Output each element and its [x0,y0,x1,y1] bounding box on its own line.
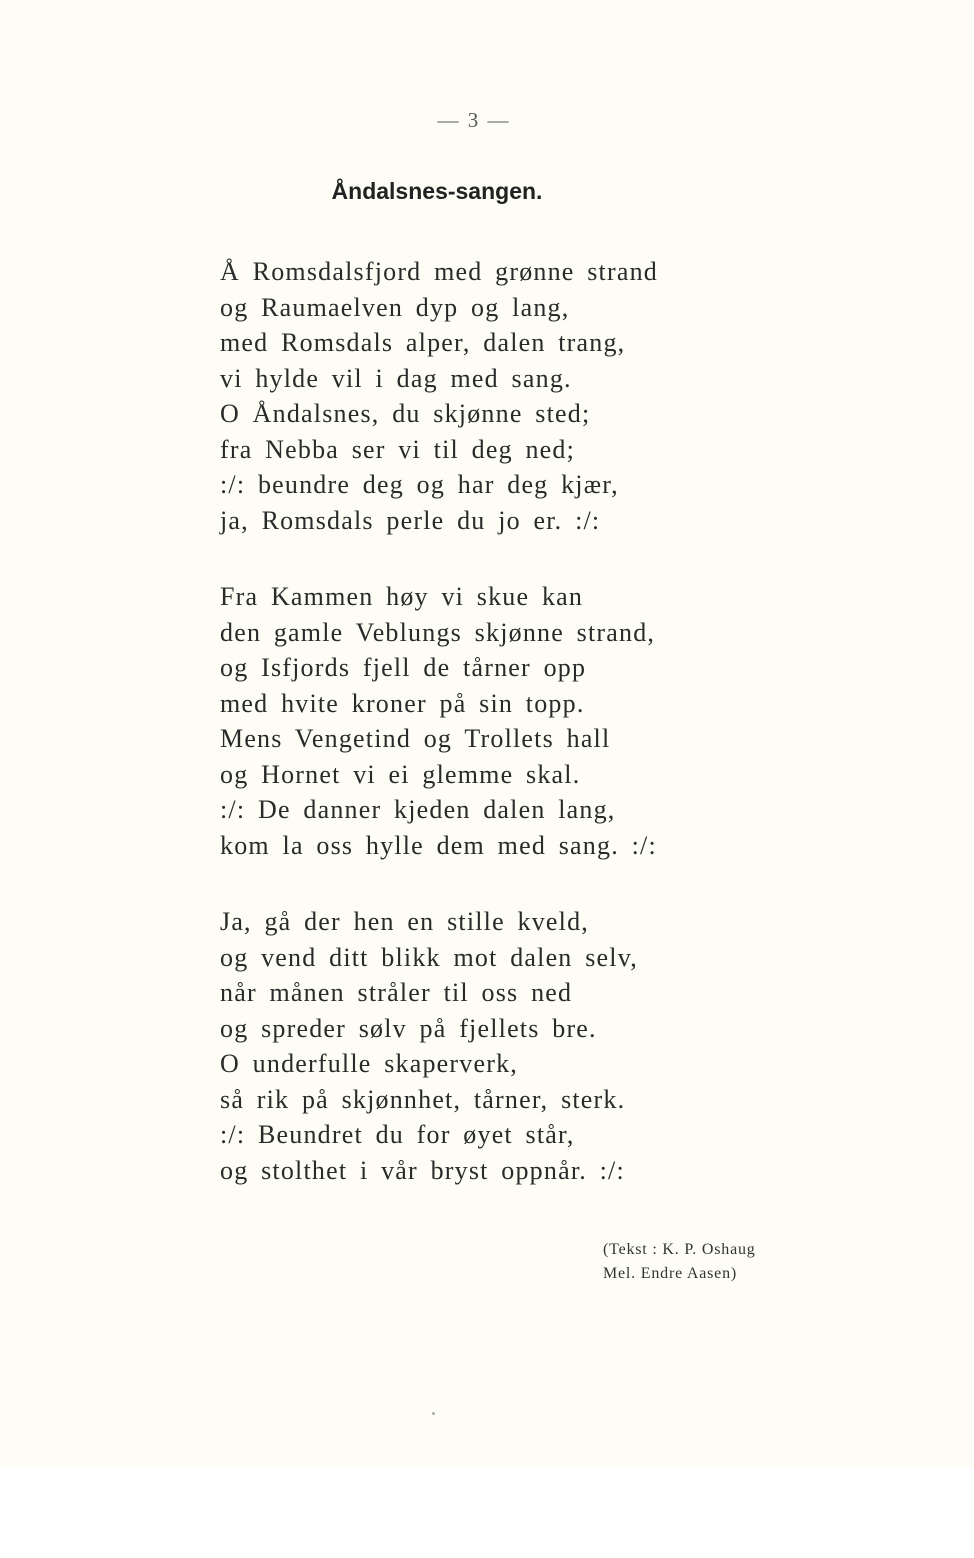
verse-line: når månen stråler til oss ned [220,978,573,1007]
verse-line: kom la oss hylle dem med sang. :/: [220,830,657,860]
melody-credit: Mel. Endre Aasen) [603,1265,738,1282]
verse-line: fra Nebba ser vi til deg ned; [220,434,576,464]
verse-line: :/: beundre deg og har deg kjær, [220,470,619,499]
verse-1 [220,254,658,538]
verse-line: og stolthet i vår bryst oppnår. :/: [220,1155,625,1185]
verse-line: Mens Vengetind og Trollets hall [220,724,611,753]
verse-line: og Isfjords fjell de tårner opp [220,653,587,682]
paper-speck [432,1412,435,1415]
song-credits [603,1238,756,1286]
verse-line: så rik på skjønnhet, tårner, sterk. [220,1084,626,1114]
verse-line: Å Romsdalsfjord med grønne strand [220,257,658,286]
lyricist-credit: (Tekst : K. P. Oshaug [603,1241,756,1258]
page-number: — 3 — [437,108,511,132]
verse-line: vi hylde vil i dag med sang. [220,363,572,393]
verse-2 [220,579,658,863]
verse-line: O underfulle skaperverk, [220,1049,518,1078]
verse-line: ja, Romsdals perle du jo er. :/: [220,505,601,535]
verse-line: og Hornet vi ei glemme skal. [220,759,581,789]
verse-line: den gamle Veblungs skjønne strand, [220,617,656,647]
verse-line: :/: De danner kjeden dalen lang, [220,795,616,824]
song-title: Åndalsnes-sangen. [331,178,543,204]
song-lyrics [220,254,658,1229]
verse-line: Fra Kammen høy vi skue kan [220,582,584,611]
verse-line: med Romsdals alper, dalen trang, [220,328,626,357]
verse-line: O Åndalsnes, du skjønne sted; [220,399,591,428]
verse-line: og vend ditt blikk mot dalen selv, [220,942,638,972]
verse-line: og Raumaelven dyp og lang, [220,292,570,322]
verse-line: med hvite kroner på sin topp. [220,688,585,718]
verse-line: og spreder sølv på fjellets bre. [220,1013,597,1043]
verse-line: Ja, gå der hen en stille kveld, [220,907,589,936]
verse-3 [220,904,658,1188]
verse-line: :/: Beundret du for øyet står, [220,1120,575,1149]
